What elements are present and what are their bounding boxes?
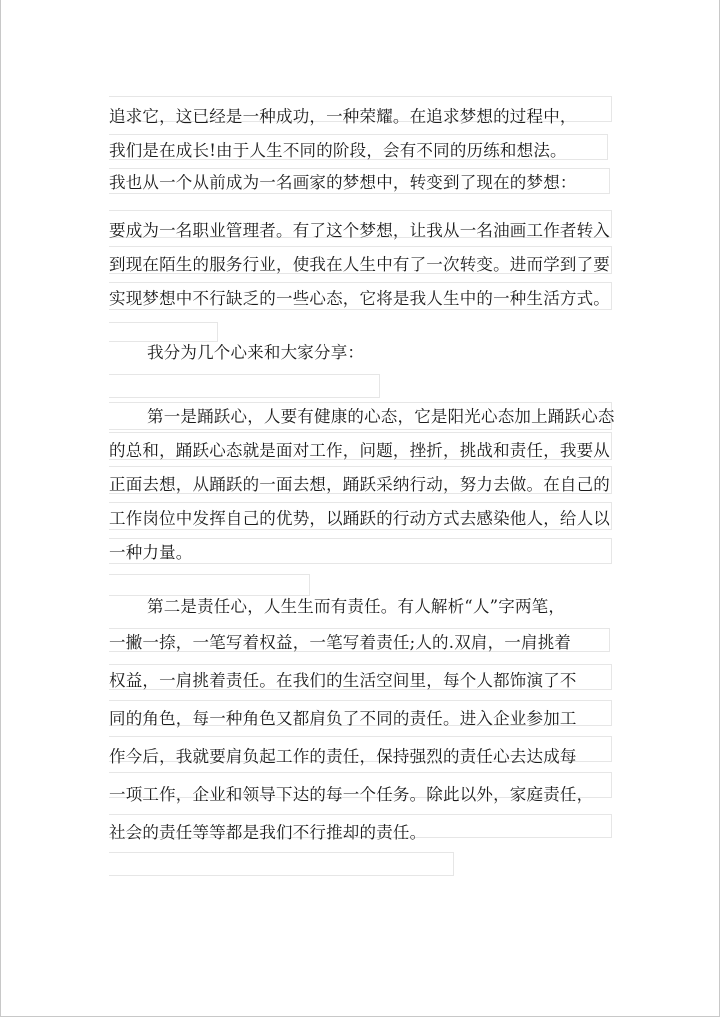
text-box-outline [109, 852, 454, 876]
text-box-outline [109, 374, 380, 398]
text-line: 一撇一捺，一笔写着权益，一笔写着责任;人的.双肩，一肩挑着 [109, 633, 572, 652]
text-line: 我分为几个心来和大家分享： [147, 343, 365, 362]
text-line: 要成为一名职业管理者。有了这个梦想，让我从一名油画工作者转入 [109, 221, 610, 240]
text-line: 正面去想，从踊跃的一面去想，踊跃采纳行动，努力去做。在自己的 [109, 475, 610, 494]
text-line: 同的角色，每一种角色又都肩负了不同的责任。进入企业参加工 [109, 709, 577, 728]
text-line: 实现梦想中不行缺乏的一些心态，它将是我人生中的一种生活方式。 [109, 289, 610, 308]
text-line: 权益，一肩挑着责任。在我们的生活空间里，每个人都饰演了不 [109, 671, 577, 690]
text-box-outline [109, 574, 310, 596]
text-line: 一项工作，企业和领导下达的每一个任务。除此以外，家庭责任， [109, 785, 594, 804]
text-line: 到现在陌生的服务行业，使我在人生中有了一次转变。进而学到了要 [109, 255, 610, 274]
text-line: 第一是踊跃心，人要有健康的心态，它是阳光心态加上踊跃心态 [147, 407, 615, 426]
text-line: 追求它，这已经是一种成功，一种荣耀。在追求梦想的过程中， [109, 107, 577, 126]
text-line: 一种力量。 [109, 543, 193, 562]
text-line: 第二是责任心，人生生而有责任。有人解析“人”字两笔， [147, 597, 566, 616]
text-line: 我们是在成长!由于人生不同的阶段，会有不同的历练和想法。 [109, 141, 567, 160]
text-line: 作今后，我就要肩负起工作的责任，保持强烈的责任心去达成每 [109, 747, 577, 766]
text-line: 我也从一个从前成为一名画家的梦想中，转变到了现在的梦想： [109, 173, 577, 192]
text-line: 的总和，踊跃心态就是面对工作，问题，挫折，挑战和责任，我要从 [109, 441, 610, 460]
text-line: 社会的责任等等都是我们不行推却的责任。 [109, 823, 427, 842]
text-line: 工作岗位中发挥自己的优势，以踊跃的行动方式去感染他人，给人以 [109, 509, 610, 528]
text-box-outline [109, 322, 218, 342]
